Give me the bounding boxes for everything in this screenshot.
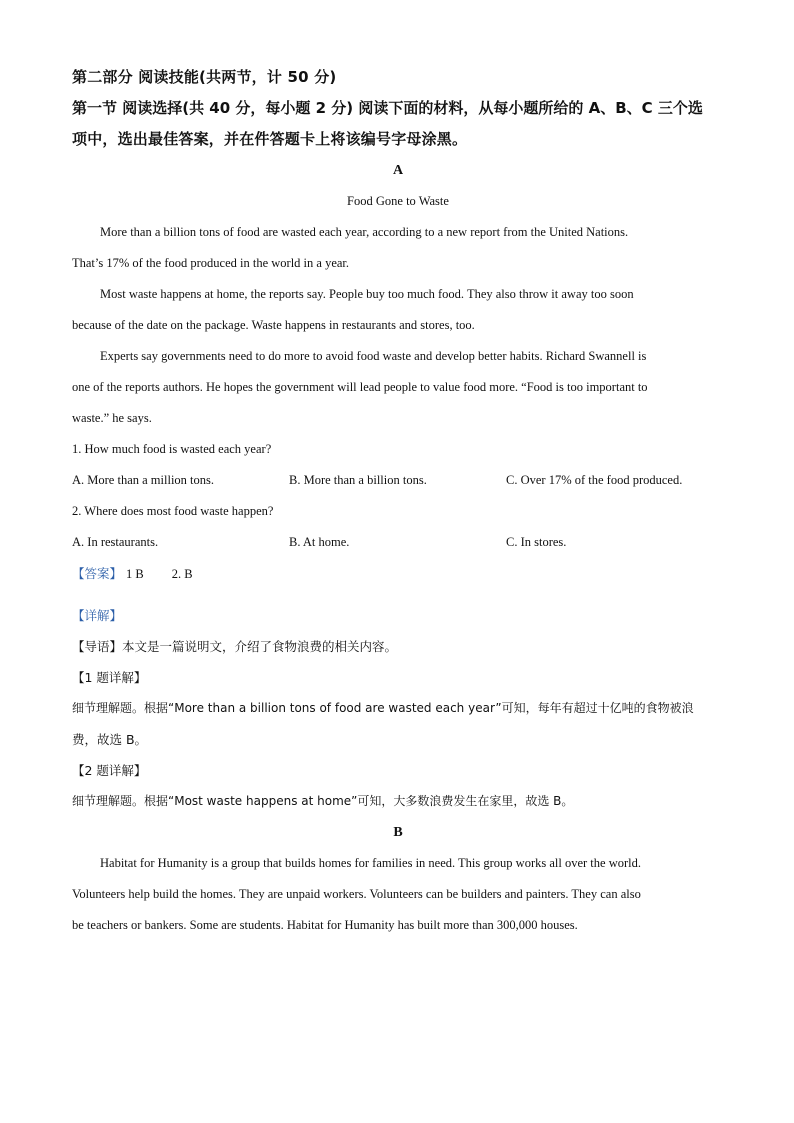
answer-label: 【答案】: [72, 566, 123, 581]
q1-detail-label: 【1 题详解】: [72, 670, 147, 685]
question-2-stem: 2. Where does most food waste happen?: [72, 504, 274, 518]
passage-a-title: Food Gone to Waste: [347, 194, 449, 208]
passage-a-line-5: Experts say governments need to do more to avoid food waste and develop better habits. Richard Swannell is: [100, 349, 647, 363]
guide-row: [72, 631, 724, 662]
document-page: [72, 62, 724, 941]
q1-detail-line-1: 细节理解题。根据“More than a billion tons of food are wasted each year”可知，每年有超过十亿吨的食物被浪: [72, 701, 694, 715]
section-instructions-line-2: 项中，选出最佳答案，并在件答题卡上将该编号字母涂黑。: [72, 130, 468, 148]
passage-a-line-2: That’s 17% of the food produced in the world in a year.: [72, 256, 350, 270]
question-2-option-c: C. In stores.: [506, 535, 567, 549]
guide-label: 【导语】: [72, 639, 123, 654]
q2-detail-label: 【2 题详解】: [72, 763, 147, 778]
guide-text: 本文是一篇说明文，介绍了食物浪费的相关内容。: [122, 639, 398, 654]
passage-b-letter: B: [393, 825, 403, 840]
passage-a-line-3: Most waste happens at home, the reports say. People buy too much food. They also throw it away too soon: [100, 287, 634, 301]
passage-a-line-4: because of the date on the package. Waste happens in restaurants and stores, too.: [72, 318, 475, 332]
passage-a-letter: A: [392, 163, 404, 178]
question-1-option-c: C. Over 17% of the food produced.: [506, 473, 683, 487]
answer-2: 2. B: [171, 567, 193, 581]
question-2-option-a: A. In restaurants.: [72, 535, 159, 549]
q2-detail-line-1: 细节理解题。根据“Most waste happens at home”可知，大多数浪费发生在家里，故选 B。: [72, 794, 574, 808]
part-title: 第二部分 阅读技能(共两节，计 50 分): [72, 68, 337, 86]
detail-label: 【详解】: [72, 608, 123, 623]
question-1-option-a: A. More than a million tons.: [72, 473, 214, 487]
question-1-stem: 1. How much food is wasted each year?: [72, 442, 272, 456]
passage-a-line-1: More than a billion tons of food are wasted each year, according to a new report from the United Nations.: [100, 225, 629, 239]
passage-a-line-6: one of the reports authors. He hopes the government will lead people to value food more. “Food is too important to: [72, 380, 648, 394]
passage-b-line-1: Habitat for Humanity is a group that builds homes for families in need. This group works all over the world.: [100, 856, 641, 870]
question-2-option-b: B. At home.: [289, 535, 350, 549]
passage-b-line-3: be teachers or bankers. Some are students. Habitat for Humanity has built more than 300,000 houses.: [72, 918, 578, 932]
question-1-option-b: B. More than a billion tons.: [289, 473, 427, 487]
answer-1: 1 B: [126, 567, 144, 581]
question-2-options: [72, 527, 724, 558]
passage-b-line-2: Volunteers help build the homes. They are unpaid workers. Volunteers can be builders and painters. They can also: [72, 887, 641, 901]
section-instructions-line-1: 第一节 阅读选择(共 40 分，每小题 2 分) 阅读下面的材料，从每小题所给的 A、B、C 三个选: [72, 99, 703, 117]
answer-row: [72, 558, 724, 590]
passage-a-line-7: waste.” he says.: [72, 411, 152, 425]
question-1-options: [72, 465, 724, 496]
q1-detail-line-2: 费，故选 B。: [72, 732, 148, 747]
